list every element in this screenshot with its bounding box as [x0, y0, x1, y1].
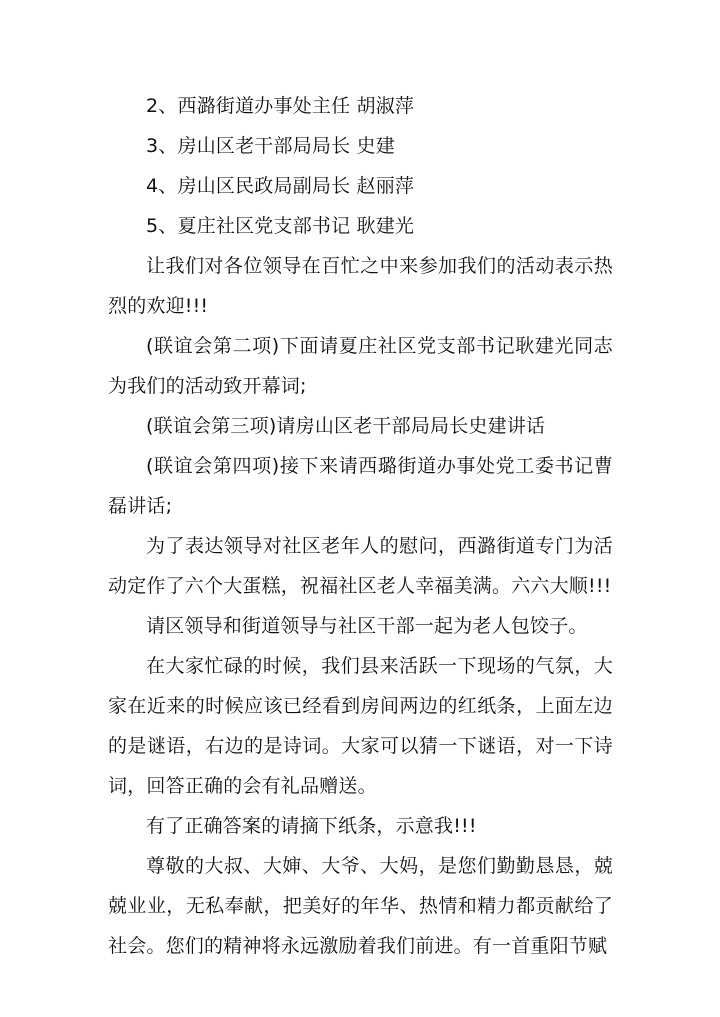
paragraph-item-4: (联谊会第四项)接下来请西璐街道办事处党工委书记曹磊讲话; — [108, 455, 613, 517]
paragraph-tribute: 尊敬的大叔、大婶、大爷、大妈，是您们勤勤恳恳，兢兢业业，无私奉献，把美好的年华、热情和精力都贡献给了社会。您们的精神将永远激励着我们前进。有一首重阳节赋 — [108, 855, 613, 957]
paragraph-dumplings: 请区领导和街道领导与社区干部一起为老人包饺子。 — [146, 615, 588, 637]
paragraph-attendee-4: 4、房山区民政局副局长 赵丽萍 — [146, 175, 415, 197]
paragraph-cakes: 为了表达领导对社区老年人的慰问，西潞街道专门为活动定作了六个大蛋糕，祝福社区老人幸福美满。六六大顺!!! — [108, 535, 613, 597]
paragraph-welcome: 让我们对各位领导在百忙之中来参加我们的活动表示热烈的欢迎!!! — [108, 255, 613, 317]
document-body — [108, 86, 613, 966]
paragraph-attendee-2: 2、西潞街道办事处主任 胡淑萍 — [146, 95, 415, 117]
paragraph-item-3: (联谊会第三项)请房山区老干部局局长史建讲话 — [146, 415, 546, 437]
paragraph-attendee-3: 3、房山区老干部局局长 史建 — [146, 135, 395, 157]
paragraph-attendee-5: 5、夏庄社区党支部书记 耿建光 — [146, 215, 415, 237]
paragraph-item-2: (联谊会第二项)下面请夏庄社区党支部书记耿建光同志为我们的活动致开幕词; — [108, 335, 613, 397]
paragraph-answers: 有了正确答案的请摘下纸条，示意我!!! — [146, 815, 477, 837]
paragraph-riddles: 在大家忙碌的时候，我们县来活跃一下现场的气氛，大家在近来的时候应该已经看到房间两边的红纸条，上面左边的是谜语，右边的是诗词。大家可以猜一下谜语，对一下诗词，回答正确的会有礼品赠送。 — [108, 655, 613, 797]
